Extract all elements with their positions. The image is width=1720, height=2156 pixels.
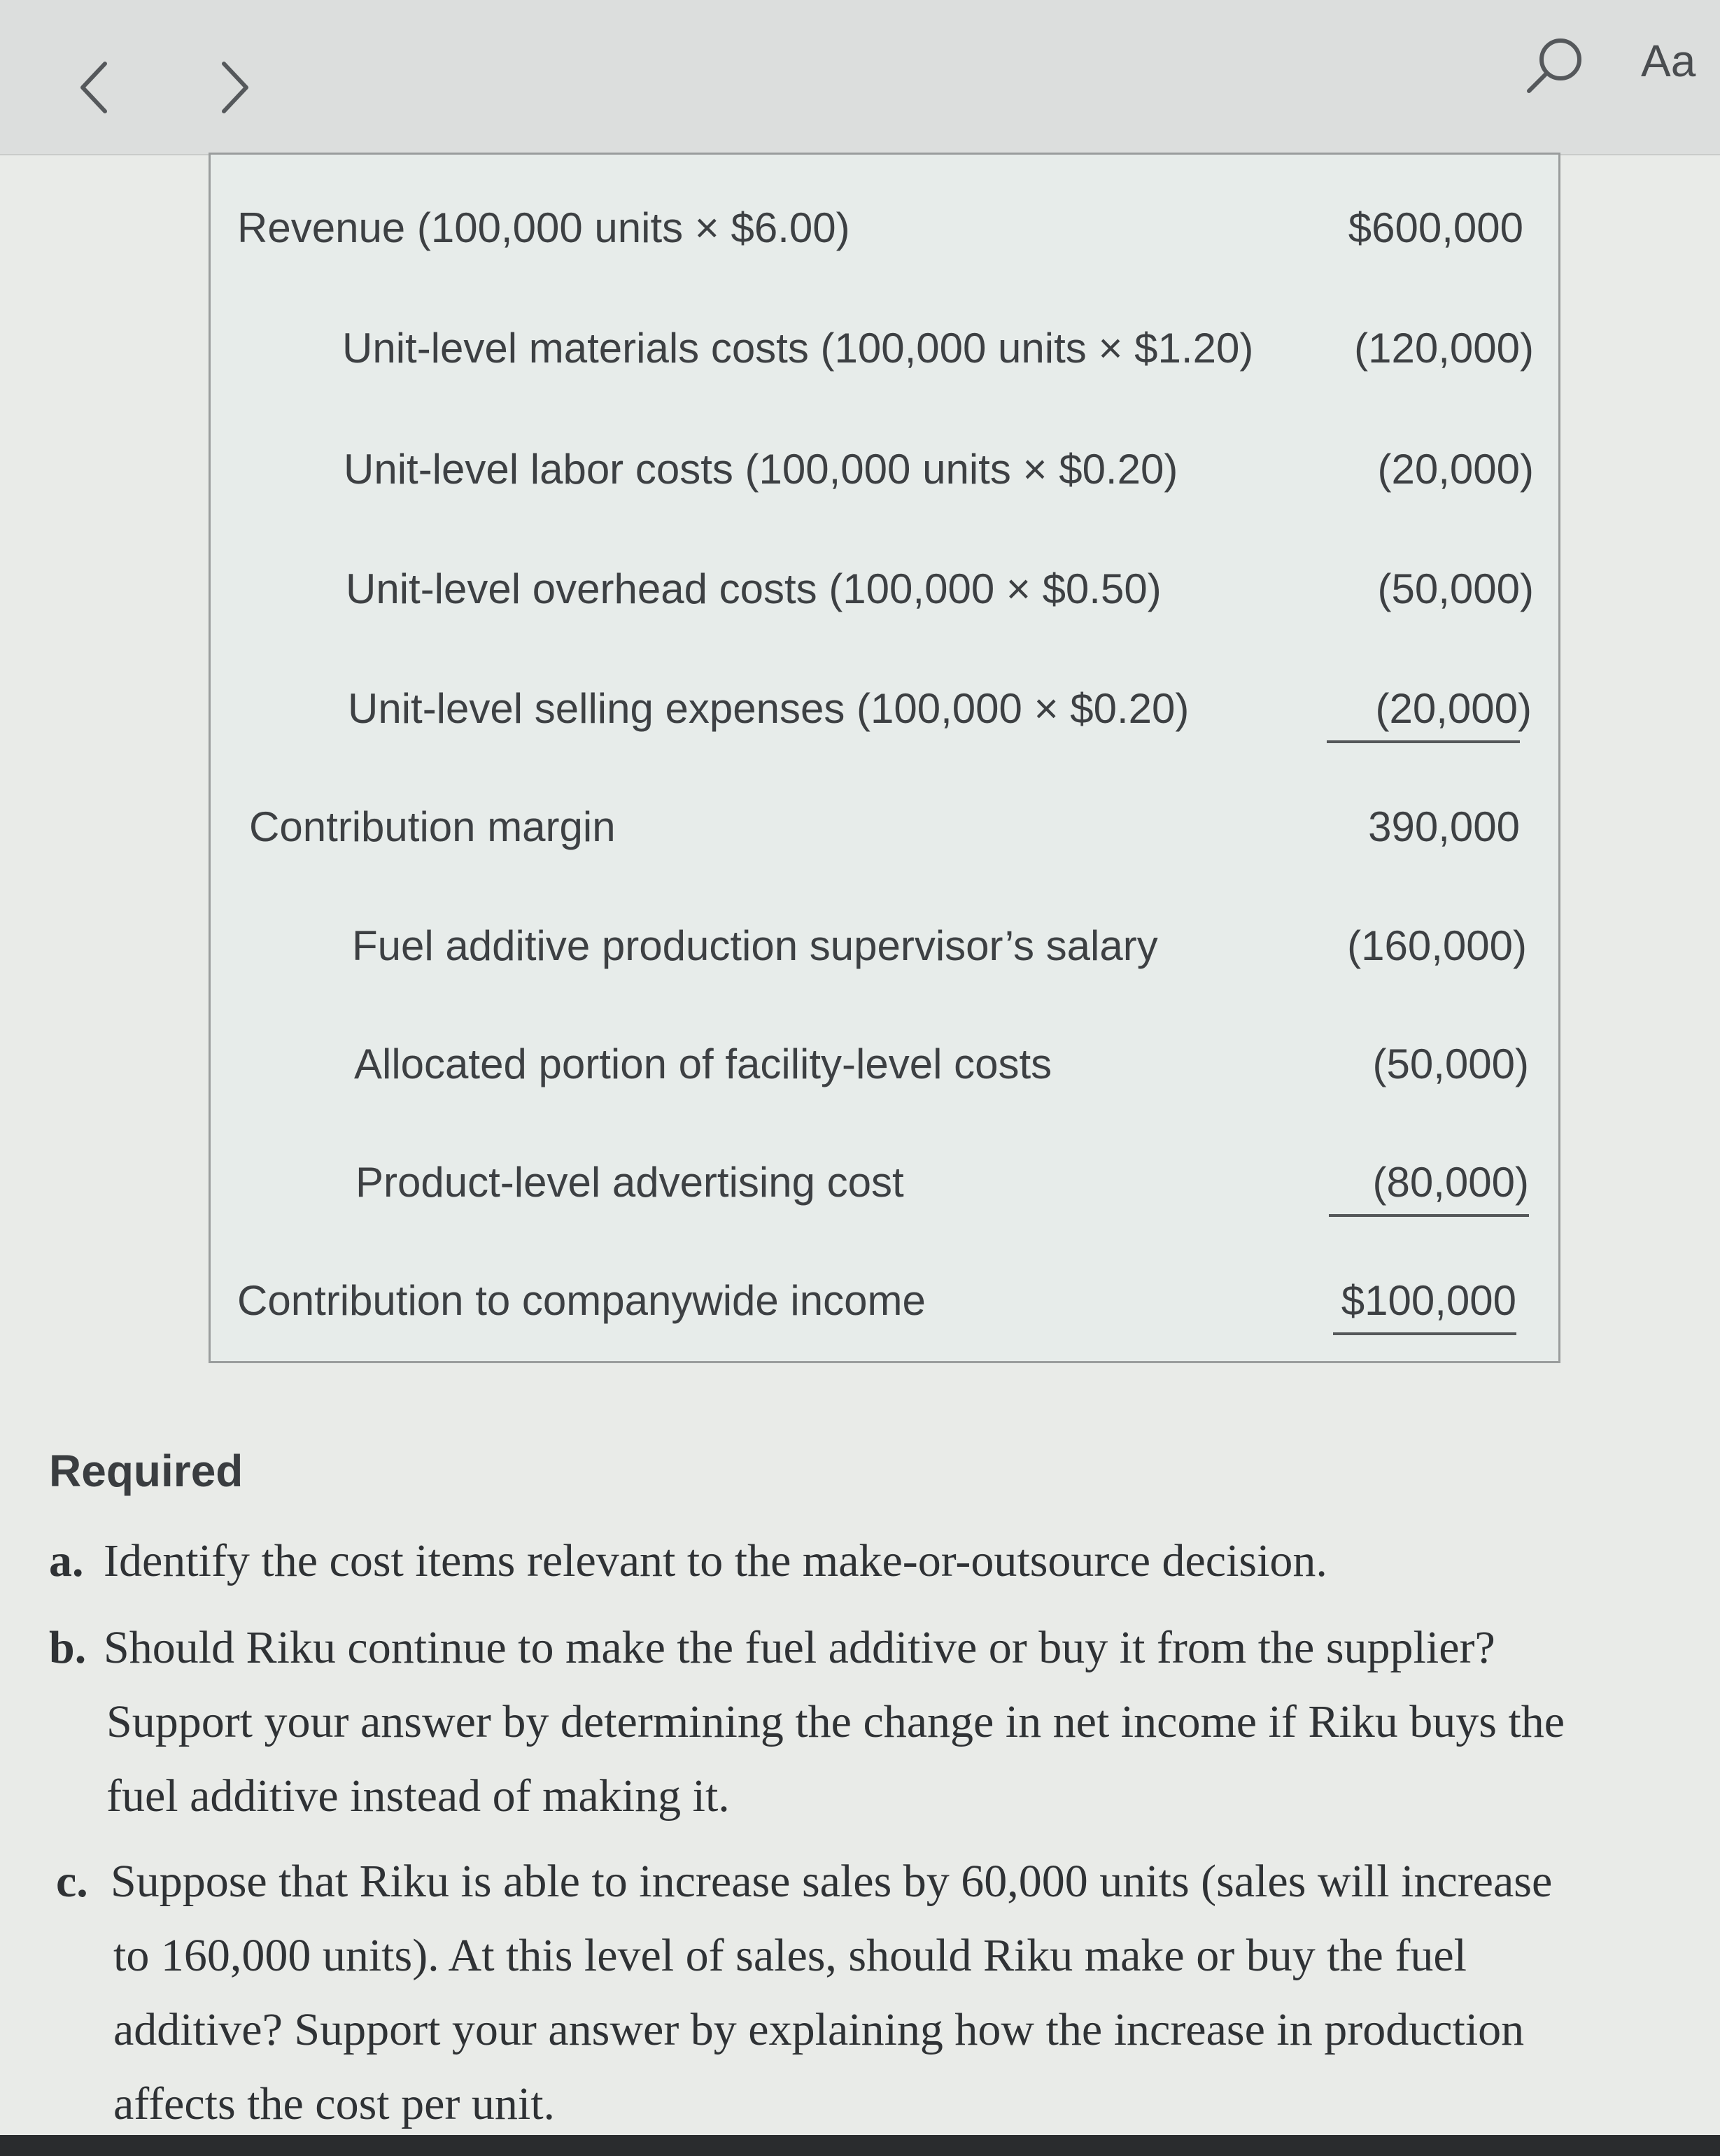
screen-bezel	[0, 2135, 1720, 2156]
question-a	[49, 1524, 1707, 1598]
row-label: Unit-level selling expenses (100,000 × $0.20)	[348, 685, 1190, 732]
back-button[interactable]	[70, 49, 119, 126]
companywide-income-row	[211, 1262, 1558, 1332]
selling-expenses-row	[211, 670, 1558, 740]
row-label: Unit-level materials costs (100,000 units × $1.20)	[342, 325, 1254, 372]
question-text: affects the cost per unit.	[113, 2078, 556, 2129]
row-label: Unit-level overhead costs (100,000 × $0.50)	[346, 565, 1162, 612]
row-amount: $100,000	[1341, 1277, 1516, 1324]
revenue-row	[211, 190, 1558, 260]
advertising-cost-row	[211, 1144, 1558, 1214]
question-letter: a.	[49, 1535, 84, 1586]
row-label: Contribution margin	[249, 803, 616, 850]
question-text: fuel additive instead of making it.	[106, 1770, 730, 1822]
search-button[interactable]	[1518, 31, 1588, 101]
facility-costs-row	[211, 1026, 1558, 1096]
chevron-right-icon	[217, 59, 252, 115]
overhead-costs-row	[211, 551, 1558, 621]
question-letter: c.	[56, 1856, 88, 1907]
subtotal-rule	[1329, 1214, 1529, 1217]
question-text: additive? Support your answer by explaining how the increase in production	[113, 2004, 1525, 2055]
row-amount: (80,000)	[1372, 1159, 1529, 1206]
row-amount: (50,000)	[1372, 1041, 1529, 1087]
labor-costs-row	[211, 431, 1558, 501]
row-label: Product-level advertising cost	[355, 1159, 904, 1206]
row-amount: (160,000)	[1347, 922, 1527, 969]
required-heading: Required	[49, 1446, 244, 1496]
question-b	[49, 1611, 1707, 1833]
row-amount: (20,000)	[1377, 446, 1534, 493]
materials-costs-row	[211, 310, 1558, 380]
row-label: Allocated portion of facility-level costs	[354, 1041, 1052, 1087]
row-amount: 390,000	[1368, 803, 1520, 850]
subtotal-rule	[1327, 740, 1520, 743]
row-amount: $600,000	[1348, 204, 1523, 251]
question-text: Support your answer by determining the change in net income if Riku buys the	[106, 1696, 1565, 1747]
contribution-margin-row	[211, 789, 1558, 859]
question-letter: b.	[49, 1622, 87, 1673]
total-rule	[1333, 1332, 1516, 1335]
chevron-left-icon	[77, 59, 112, 115]
row-amount: (20,000)	[1375, 685, 1532, 732]
question-text: Suppose that Riku is able to increase sales by 60,000 units (sales will increase	[111, 1856, 1553, 1907]
question-c	[56, 1845, 1714, 2141]
supervisor-salary-row	[211, 908, 1558, 978]
question-text: Should Riku continue to make the fuel additive or buy it from the supplier?	[104, 1622, 1495, 1673]
row-amount: (120,000)	[1354, 325, 1534, 372]
row-label: Unit-level labor costs (100,000 units × $0.20)	[344, 446, 1178, 493]
question-text: to 160,000 units). At this level of sales, should Riku make or buy the fuel	[113, 1930, 1467, 1981]
row-label: Fuel additive production supervisor’s salary	[352, 922, 1158, 969]
reader-toolbar	[0, 0, 1720, 155]
question-text: Identify the cost items relevant to the make-or-outsource decision.	[104, 1535, 1327, 1586]
font-settings-button[interactable]: Aa	[1641, 36, 1696, 86]
search-icon	[1518, 31, 1588, 101]
row-label: Contribution to companywide income	[237, 1277, 926, 1324]
row-amount: (50,000)	[1377, 565, 1534, 612]
income-statement-table	[209, 153, 1560, 1363]
row-label: Revenue (100,000 units × $6.00)	[237, 204, 850, 251]
forward-button[interactable]	[210, 49, 259, 126]
